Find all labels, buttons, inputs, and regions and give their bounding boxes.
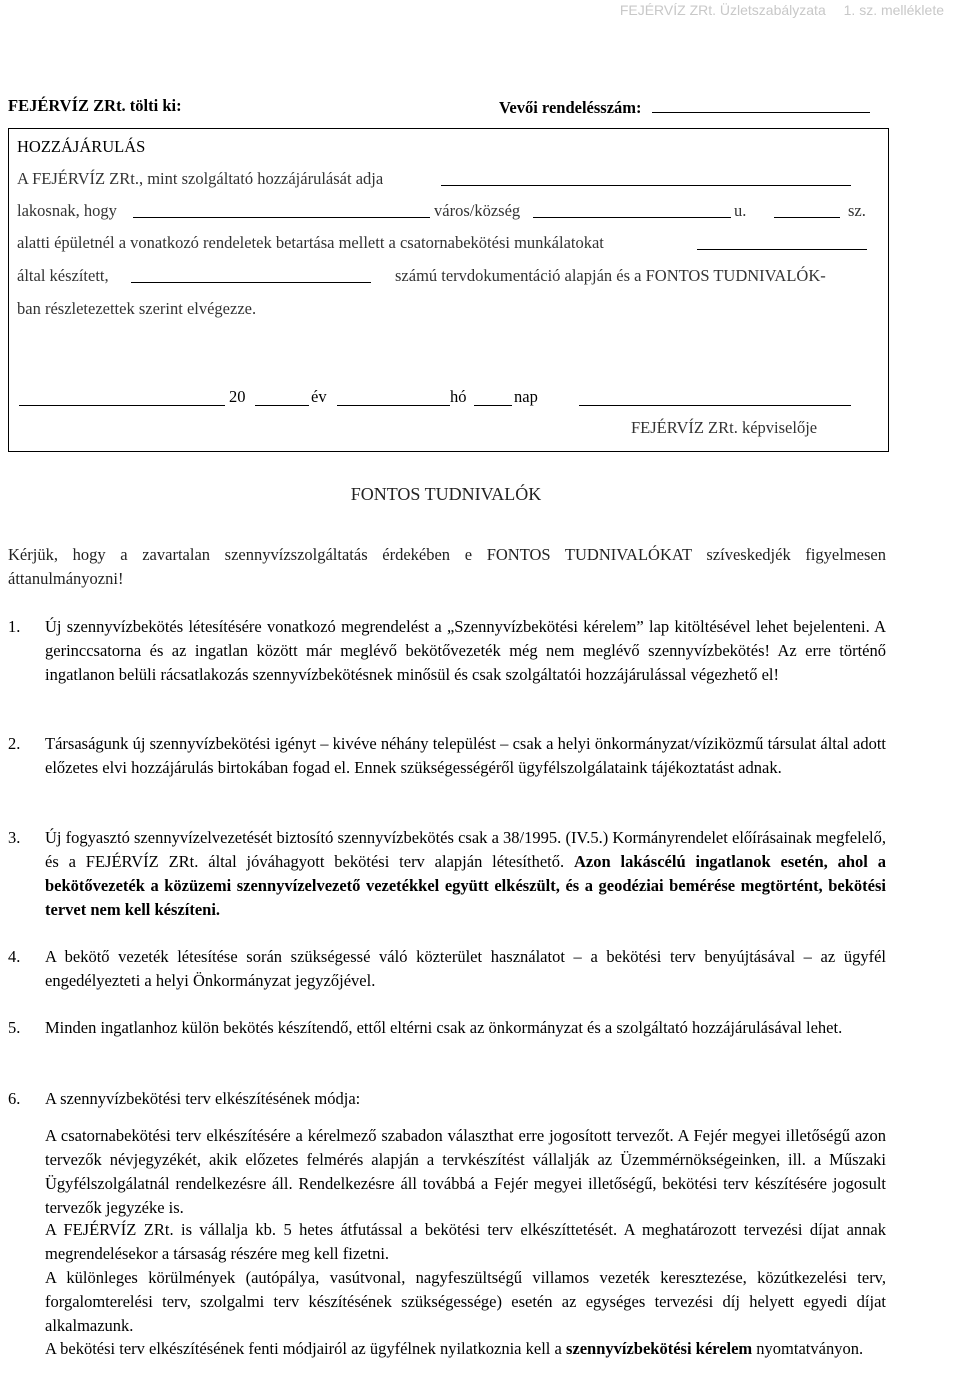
ho-label: hó [450, 387, 467, 406]
year-field[interactable] [255, 389, 309, 406]
date-place-field[interactable] [19, 389, 225, 406]
number-label: sz. [848, 201, 866, 220]
nap-label: nap [514, 387, 538, 406]
item-3-text [45, 826, 886, 922]
fills-in-label: FEJÉRVÍZ ZRt. tölti ki: [8, 96, 182, 115]
item-3-regular: Új fogyasztó szennyvízelvezetését biztosító szennyvízbekötés csak a 38/1995. (IV.5.) Kormányrendelet előírásainak megfelelő, és a FEJÉRVÍZ ZRt. által jóváhagyott bekötési terv alapján létesíthető. [45, 828, 886, 871]
item-5-text: Minden ingatlanhoz külön bekötés készítendő, ettől eltérni csak az önkormányzat és a szolgáltató hozzájárulásával lehet. [45, 1018, 843, 1037]
item-6-number: 6. [8, 1089, 21, 1108]
item-6-paragraph-3: A különleges körülmények (autópálya, vasútvonal, nagyfeszültségű villamos vezeték keresztezése, közútkezelési terv, forgalomterelési terv, szolgalmi terv készítésének szükségessége) esetén az egységes tervezési díj helyett egyedi díjat alkalmazunk. [45, 1268, 886, 1335]
item-1-text: Új szennyvízbekötés létesítésére vonatkozó megrendelést a „Szennyvízbekötési kérelem” lap kitöltésével lehet bejelenteni. A gerinccsatorna és az ingatlan között már meglévő bekötővezeték még nem meglévő szennyvízbekötés! Az erre történő ingatlanon belüli rácsatlakozás szennyvízbekötésnek minősül és csak szolgáltatói hozzájárulással végezhető el! [45, 617, 886, 684]
consent-title: HOZZÁJÁRULÁS [17, 137, 146, 156]
p4-start: A bekötési terv elkészítésének fenti módjairól az ügyfélnek nyilatkoznia kell a [45, 1339, 566, 1358]
signature-field[interactable] [579, 389, 851, 406]
order-number-field[interactable] [652, 96, 870, 113]
house-number-field[interactable] [774, 201, 840, 218]
item-3-number: 3. [8, 828, 21, 847]
item-6-text: A szennyvízbekötési terv elkészítésének módja: [45, 1089, 361, 1108]
month-field[interactable] [337, 389, 450, 406]
day-field[interactable] [474, 389, 512, 406]
order-number-label [499, 96, 870, 118]
item-4-number: 4. [8, 947, 21, 966]
consent-line4: alatti épületnél a vonatkozó rendeletek betartása mellett a csatornabekötési munkálatokat [17, 233, 604, 252]
street-label: u. [734, 201, 747, 220]
resident-label: lakosnak, hogy [17, 201, 117, 220]
p4-bold: szennyvízbekötési kérelem [565, 1339, 753, 1358]
notes-title: FONTOS TUDNIVALÓK [350, 484, 542, 504]
item-6-paragraph-2: A FEJÉRVÍZ ZRt. is vállalja kb. 5 hetes átfutással a bekötési terv elkészíttetését. A meghatározott tervezési díjat annak megrendelésekor a társaság részére meg kell fizetni. [45, 1220, 886, 1263]
item-3-bold: Azon lakáscélú ingatlanok esetén, ahol a bekötővezeték a közüzemi szennyvízelvezető vezetékkel együtt elkészült, és a geodéziai bemérése megtörtént, bekötési tervet nem kell készíteni. [45, 852, 886, 919]
p4-end: nyomtatványon. [752, 1339, 864, 1358]
made-by-label: által készített, [17, 266, 109, 285]
header-annex: 1. sz. melléklete [843, 2, 944, 18]
item-6-paragraph-4 [45, 1337, 886, 1361]
works-field[interactable] [697, 233, 867, 250]
street-field[interactable] [533, 201, 731, 218]
plan-number-field[interactable] [131, 266, 371, 283]
resident-name-field[interactable] [441, 169, 851, 186]
ev-label: év [311, 387, 327, 406]
plan-text: számú tervdokumentáció alapján és a FONTOS TUDNIVALÓK- [395, 266, 826, 285]
header-company: FEJÉRVÍZ ZRt. Üzletszabályzata [619, 2, 826, 18]
year-label: 20 [229, 387, 246, 406]
signer-label: FEJÉRVÍZ ZRt. képviselője [631, 418, 818, 437]
item-6-paragraph-1: A csatornabekötési terv elkészítésére a kérelmező szabadon választhat erre jogosított tervezőt. A Fejér megyei illetőségű azon tervezők névjegyzékét, akik előzetes felmérés alapján a tervkészítést vállalják az Üzemmérnökségeinken, ill. a Műszaki Ügyfélszolgálatnál rendelkezésre áll. Rendelkezésre áll továbbá a Fejér megyei illetőségű, bekötési terv készítésére jogosult tervezők jegyzéke is. [45, 1126, 886, 1217]
item-4-text: A bekötő vezeték létesítése során szükségessé váló közterület használatot – a bekötési terv benyújtásával – az ügyfél engedélyezteti a helyi Önkormányzat jegyzőjével. [45, 947, 886, 990]
consent-box [8, 128, 889, 452]
consent-line6: ban részletezettek szerint elvégezze. [17, 299, 257, 318]
item-5-number: 5. [8, 1018, 21, 1037]
page-header [606, 0, 944, 20]
consent-line1: A FEJÉRVÍZ ZRt., mint szolgáltató hozzájárulását adja [17, 169, 384, 188]
intro-paragraph: Kérjük, hogy a zavartalan szennyvízszolgáltatás érdekében e FONTOS TUDNIVALÓKAT szíveskedjék figyelmesen áttanulmányozni! [8, 545, 886, 588]
city-label: város/község [434, 201, 521, 220]
item-1-number: 1. [8, 617, 21, 636]
item-2-number: 2. [8, 734, 21, 753]
city-field[interactable] [133, 201, 430, 218]
item-2-text: Társaságunk új szennyvízbekötési igényt – kivéve néhány települést – csak a helyi önkormányzat/víziközmű társulat által adott előzetes elvi hozzájárulás birtokában fogad el. Ennek szükségességéről ügyfélszolgálataink tájékoztatást adnak. [45, 734, 886, 777]
order-number-text: Vevői rendelésszám: [499, 98, 642, 117]
